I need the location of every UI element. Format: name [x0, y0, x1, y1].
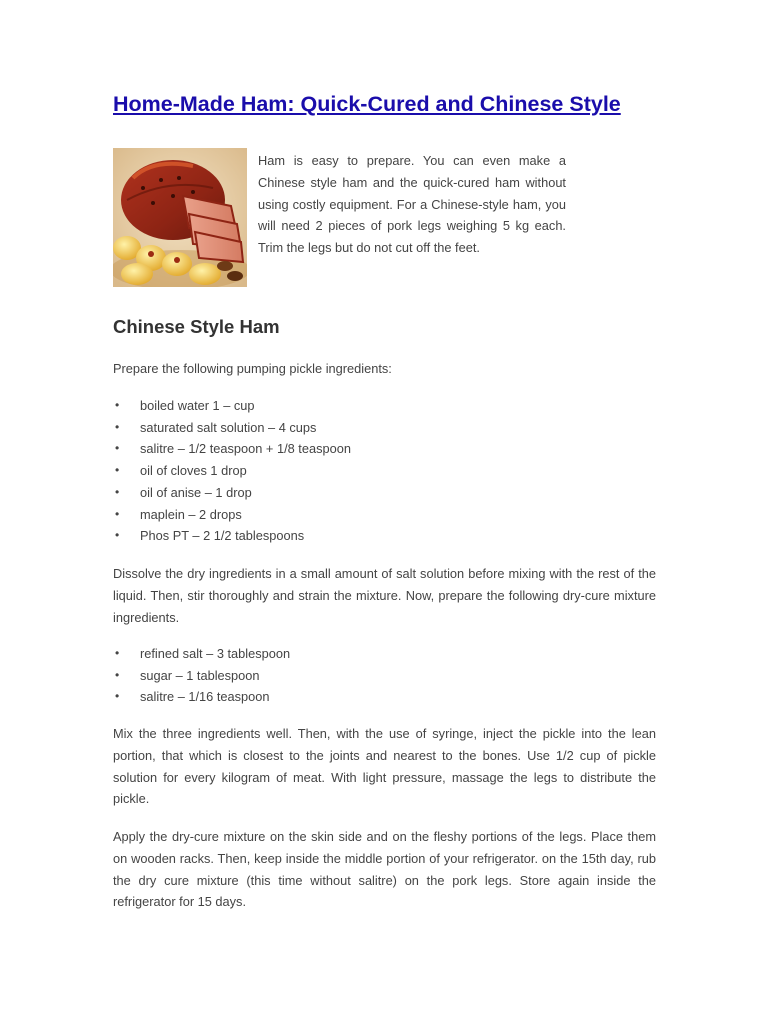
- pickle-ingredient-item: [113, 482, 656, 504]
- list-item-text: maplein – 2 drops: [140, 506, 242, 522]
- pickle-ingredient-item: [113, 395, 656, 417]
- bullet-icon: •: [115, 463, 120, 478]
- bullet-icon: •: [115, 484, 120, 499]
- dry-cure-ingredient-item: [113, 643, 656, 665]
- dry-cure-ingredient-item: [113, 665, 656, 687]
- list-item-text: oil of cloves 1 drop: [140, 463, 247, 479]
- pickle-ingredient-item: [113, 438, 656, 460]
- bullet-icon: •: [115, 441, 120, 456]
- section-heading: Chinese Style Ham: [113, 316, 280, 337]
- bullet-icon: •: [115, 398, 120, 412]
- list-item-text: Phos PT – 2 1/2 tablespoons: [140, 528, 305, 544]
- bullet-icon: •: [115, 689, 120, 704]
- article-title-link[interactable]: Home-Made Ham: Quick-Cured and Chinese Style: [113, 92, 621, 116]
- list-item-text: saturated salt solution – 4 cups: [140, 419, 317, 435]
- pickle-ingredient-item: [113, 525, 656, 547]
- apply-paragraph: Apply the dry-cure mixture on the skin side and on the fleshy portions of the legs. Place them on wooden racks. Then, keep inside the middle portion of your refrigerator. on the 15th day, rub the dry cure mixture (this time without salitre) on the pork legs. Store again inside the refrigerator for 15 days.: [113, 829, 656, 910]
- pickle-ingredients-list: [113, 395, 656, 547]
- dry-cure-ingredients-list: [113, 643, 656, 708]
- bullet-icon: •: [115, 667, 120, 682]
- list-item-text: oil of anise – 1 drop: [140, 484, 252, 500]
- list-item-text: refined salt – 3 tablespoon: [140, 646, 291, 661]
- roast-ham-image: [113, 148, 247, 287]
- list-item-text: salitre – 1/16 teaspoon: [140, 689, 270, 705]
- pickle-ingredient-item: [113, 504, 656, 526]
- list-item-text: salitre – 1/2 teaspoon + 1/8 teaspoon: [140, 441, 351, 457]
- intro-paragraph: Ham is easy to prepare. You can even make a Chinese style ham and the quick-cured ham without using costly equipment. For a Chinese-style ham, you will need 2 pieces of pork legs weighing 5 kg each. Trim the legs but do not cut off the feet.: [258, 153, 566, 256]
- dry-cure-ingredient-item: [113, 686, 656, 708]
- pickle-ingredient-item: [113, 460, 656, 482]
- bullet-icon: •: [115, 419, 120, 434]
- bullet-icon: •: [115, 506, 120, 521]
- mix-paragraph: Mix the three ingredients well. Then, with the use of syringe, inject the pickle into the lean portion, that which is closest to the joints and nearest to the bones. Use 1/2 cup of pickle solution for every kilogram of meat. With light pressure, massage the legs to distribute the pickle.: [113, 726, 656, 807]
- ham-photo: [113, 148, 247, 287]
- pickle-ingredient-item: [113, 417, 656, 439]
- list-item-text: boiled water 1 – cup: [140, 398, 255, 413]
- bullet-icon: •: [115, 646, 120, 660]
- pickle-intro-text: Prepare the following pumping pickle ingredients:: [113, 361, 392, 376]
- dissolve-paragraph: Dissolve the dry ingredients in a small amount of salt solution before mixing with the rest of the liquid. Then, stir thoroughly and strain the mixture. Now, prepare the following dry-cure mixture ingredients.: [113, 566, 656, 625]
- list-item-text: sugar – 1 tablespoon: [140, 667, 260, 683]
- bullet-icon: •: [115, 528, 120, 543]
